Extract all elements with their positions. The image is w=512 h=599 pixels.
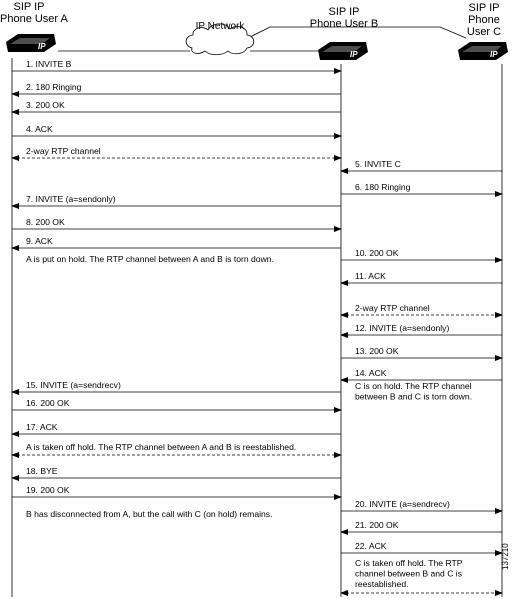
phone-a-icon [6, 34, 56, 52]
message-label: 14. ACK [355, 368, 387, 378]
message-label: 5. INVITE C [355, 159, 401, 169]
message-label: 16. 200 OK [26, 398, 70, 408]
message-label: 15. INVITE (a=sendrecv) [26, 380, 121, 390]
message-label: 12. INVITE (a=sendonly) [355, 323, 450, 333]
message-label: 2. 180 Ringing [26, 82, 82, 92]
message-label: 21. 200 OK [355, 520, 399, 530]
annotation-line: C is taken off hold. The RTP [355, 558, 463, 568]
svg-text:IP: IP [350, 50, 358, 59]
annotation-line: A is put on hold. The RTP channel between A and B is torn down. [26, 254, 274, 264]
participant-b-line2: Phone User B [309, 18, 379, 30]
message-label: 7. INVITE (a=sendonly) [26, 194, 116, 204]
message-label: 1. INVITE B [26, 59, 72, 69]
figure-id: 137210 [501, 543, 510, 570]
message-label: 13. 200 OK [355, 346, 399, 356]
message-label: 18. BYE [26, 466, 58, 476]
participant-a-line2: Phone User A [0, 13, 68, 25]
svg-text:IP: IP [38, 42, 46, 51]
message-label: 2-way RTP channel [355, 303, 430, 313]
participant-b-header [302, 6, 386, 30]
annotation-line: B has disconnected from A, but the call with C (on hold) remains. [26, 509, 273, 519]
svg-text:IP: IP [490, 50, 498, 59]
ip-network-label: IP Network [195, 21, 245, 32]
annotation-line: A is taken off hold. The RTP channel between A and B is reestablished. [26, 442, 297, 452]
message-label: 6. 180 Ringing [355, 182, 411, 192]
participant-c-line1: SIP IP [468, 2, 500, 14]
annotation-note [26, 509, 272, 519]
message-label: 4. ACK [26, 124, 53, 134]
annotation-note [26, 254, 274, 264]
message-label: 3. 200 OK [26, 100, 65, 110]
message-label: 8. 200 OK [26, 217, 65, 227]
annotation-line: C is on hold. The RTP channel [355, 381, 472, 391]
message-label: 9. ACK [26, 236, 53, 246]
message-label: 2-way RTP channel [26, 146, 101, 156]
annotation-line: channel between B and C is [355, 568, 463, 579]
participant-b-line1: SIP IP [328, 6, 360, 18]
message-label: 22. ACK [355, 541, 387, 551]
participant-a-line1: SIP IP [13, 1, 45, 13]
annotation-note [355, 381, 472, 402]
phone-b-icon [318, 42, 368, 60]
participant-a-header [0, 1, 68, 25]
message-label: 20. INVITE (a=sendrecv) [355, 499, 450, 509]
message-label: 10. 200 OK [355, 248, 399, 258]
message-label: 19. 200 OK [26, 485, 70, 495]
annotation-note [355, 558, 463, 589]
message-label: 11. ACK [355, 271, 386, 281]
annotation-line: between B and C is torn down. [355, 391, 473, 402]
annotation-note [26, 442, 296, 452]
participant-c-line2: Phone [468, 14, 500, 26]
annotation-line: reestablished. [355, 579, 409, 589]
participant-c-header [456, 2, 512, 38]
participant-c-line3: User C [466, 26, 502, 38]
message-label: 17. ACK [26, 422, 58, 432]
phone-c-icon [458, 42, 508, 60]
